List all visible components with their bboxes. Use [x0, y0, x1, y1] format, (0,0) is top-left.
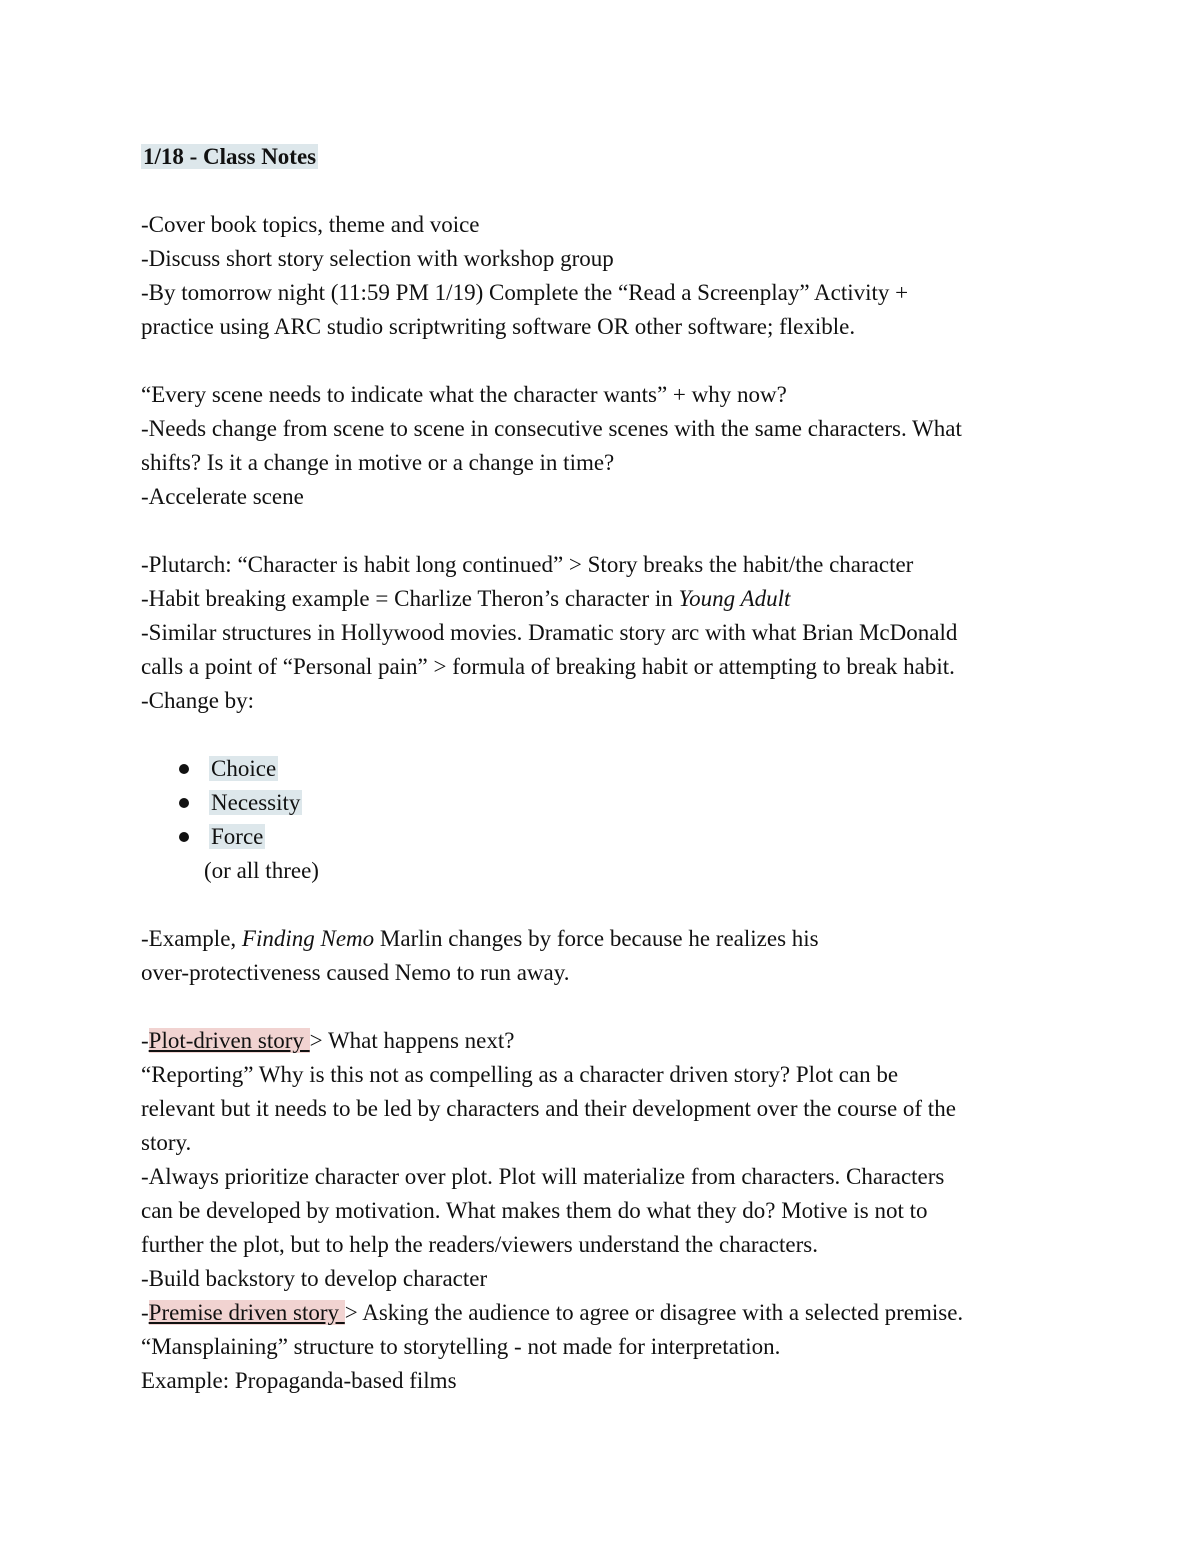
intro-line: -By tomorrow night (11:59 PM 1/19) Complete the “Read a Screenplay” Activity +: [141, 280, 909, 305]
list-item: [141, 752, 1071, 786]
premise-driven-line: [141, 1296, 1071, 1330]
intro-line: -Cover book topics, theme and voice: [141, 212, 480, 237]
scene-line: -Accelerate scene: [141, 484, 304, 509]
page-title: 1/18 - Class Notes: [143, 144, 317, 169]
plot-body-line: can be developed by motivation. What makes them do what they do? Motive is not to: [141, 1198, 928, 1223]
intro-line: practice using ARC studio scriptwriting software OR other software; flexible.: [141, 314, 856, 339]
structures-line: calls a point of “Personal pain” > formula of breaking habit or attempting to break habit.: [141, 654, 955, 679]
plot-body-line: -Always prioritize character over plot. Plot will materialize from characters. Characters: [141, 1164, 945, 1189]
spacer: [141, 514, 1071, 548]
plot-body-line: further the plot, but to help the readers/viewers understand the characters.: [141, 1232, 818, 1257]
list-item-label: Choice: [211, 756, 277, 781]
habit-example-line: [141, 582, 1071, 616]
plot-driven-line: [141, 1024, 1071, 1058]
change-note: (or all three): [204, 858, 319, 883]
spacer: [141, 990, 1071, 1024]
nemo-prefix: -Example,: [141, 926, 242, 951]
plot-driven-rest: > What happens next?: [309, 1028, 515, 1053]
structures-line: -Similar structures in Hollywood movies. Dramatic story arc with what Brian McDonald: [141, 620, 958, 645]
film-title: Young Adult: [678, 586, 791, 611]
list-item-label: Force: [211, 824, 264, 849]
structures-line: -Change by:: [141, 688, 255, 713]
premise-driven-rest: > Asking the audience to agree or disagree with a selected premise.: [344, 1300, 964, 1325]
habit-example-text: -Habit breaking example = Charlize Theron’s character in: [141, 586, 679, 611]
list-item: [141, 786, 1071, 820]
premise-body-line: “Mansplaining” structure to storytelling - not made for interpretation.: [141, 1334, 781, 1359]
spacer: [141, 718, 1071, 752]
plutarch-line: -Plutarch: “Character is habit long continued” > Story breaks the habit/the character: [141, 552, 914, 577]
bullet-icon: [179, 832, 189, 842]
spacer: [141, 174, 1071, 208]
list-item: [141, 820, 1071, 854]
nemo-line: [141, 922, 1071, 956]
bullet-icon: [179, 764, 189, 774]
nemo-line: over-protectiveness caused Nemo to run away.: [141, 960, 570, 985]
intro-line: -Discuss short story selection with workshop group: [141, 246, 614, 271]
scene-line: -Needs change from scene to scene in consecutive scenes with the same characters. What: [141, 416, 962, 441]
plot-body-line: story.: [141, 1130, 192, 1155]
plot-driven-term: Plot-driven story: [148, 1028, 310, 1053]
dash: -: [141, 1028, 149, 1053]
film-title: Finding Nemo: [241, 926, 375, 951]
bullet-icon: [179, 798, 189, 808]
plot-body-line: relevant but it needs to be led by characters and their development over the course of the: [141, 1096, 956, 1121]
title-line: [141, 140, 1071, 174]
scene-line: shifts? Is it a change in motive or a change in time?: [141, 450, 615, 475]
premise-body-line: Example: Propaganda-based films: [141, 1368, 457, 1393]
nemo-suffix: Marlin changes by force because he realizes his: [374, 926, 819, 951]
plot-body-line: “Reporting” Why is this not as compelling as a character driven story? Plot can be: [141, 1062, 899, 1087]
spacer: [141, 888, 1071, 922]
plot-body-line: -Build backstory to develop character: [141, 1266, 488, 1291]
list-item-label: Necessity: [211, 790, 301, 815]
premise-driven-term: Premise driven story: [148, 1300, 345, 1325]
document-body: [141, 140, 1071, 1398]
spacer: [141, 344, 1071, 378]
dash: -: [141, 1300, 149, 1325]
change-list: [141, 752, 1071, 854]
scene-line: “Every scene needs to indicate what the character wants” + why now?: [141, 382, 787, 407]
